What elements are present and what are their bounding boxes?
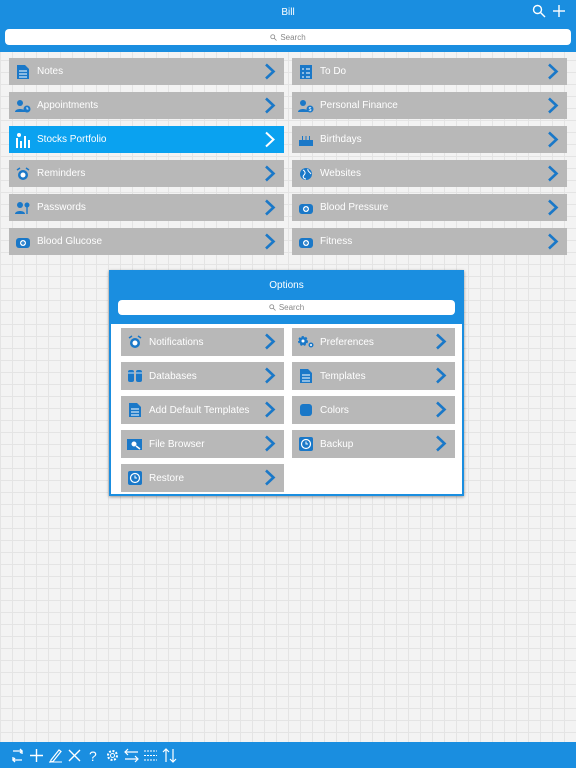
tile-blood-glucose[interactable]: [9, 228, 284, 255]
tile-label: To Do: [320, 66, 347, 77]
history-icon: [121, 470, 149, 486]
tile-backup[interactable]: [292, 430, 455, 458]
chevron-right-icon[interactable]: [547, 165, 559, 182]
tile-add-default-templates[interactable]: [121, 396, 284, 424]
tile-personal-finance[interactable]: [292, 92, 567, 119]
cake-icon: [292, 133, 320, 147]
chevron-right-icon[interactable]: [264, 63, 276, 80]
settings-icon[interactable]: [105, 748, 120, 763]
chevron-right-icon[interactable]: [435, 367, 447, 384]
globe-icon: [292, 167, 320, 181]
bottom-toolbar: [0, 742, 576, 768]
tile-reminders[interactable]: [9, 160, 284, 187]
svg-text:?: ?: [89, 747, 97, 763]
options-dialog: [109, 270, 464, 496]
tile-label: Notifications: [149, 336, 204, 348]
tile-label: Personal Finance: [320, 100, 398, 111]
tile-label: File Browser: [149, 438, 205, 450]
tile-notes[interactable]: [9, 58, 284, 85]
add-icon[interactable]: [29, 748, 44, 763]
reorder-icon[interactable]: [124, 748, 139, 763]
chevron-right-icon[interactable]: [264, 435, 276, 452]
delete-icon[interactable]: [67, 748, 82, 763]
options-grid: [121, 328, 456, 492]
edit-icon[interactable]: [48, 748, 63, 763]
search-icon: [269, 304, 276, 311]
document-icon: [121, 402, 149, 418]
person-clock-icon: [9, 99, 37, 113]
tile-file-browser[interactable]: [121, 430, 284, 458]
alarm-icon: [9, 167, 37, 181]
chevron-right-icon[interactable]: [547, 63, 559, 80]
tile-label: Preferences: [320, 336, 374, 348]
chevron-right-icon[interactable]: [547, 97, 559, 114]
tile-websites[interactable]: [292, 160, 567, 187]
options-header: [111, 272, 462, 324]
search-placeholder: Search: [278, 303, 305, 312]
folder-search-icon: [121, 437, 149, 451]
tile-label: Passwords: [37, 202, 86, 213]
document-icon: [9, 64, 37, 80]
chevron-right-icon[interactable]: [264, 469, 276, 486]
tile-label: Birthdays: [320, 134, 362, 145]
grid-icon[interactable]: [143, 748, 158, 763]
category-grid: [9, 58, 567, 255]
gears-icon: [292, 335, 320, 349]
chevron-right-icon[interactable]: [547, 199, 559, 216]
options-search-field[interactable]: [118, 300, 455, 315]
tile-label: Websites: [320, 168, 361, 179]
medical-kit-icon: [292, 201, 320, 215]
tile-stocks-portfolio[interactable]: [9, 126, 284, 153]
sync-icon[interactable]: [10, 748, 25, 763]
chevron-right-icon[interactable]: [264, 401, 276, 418]
tile-label: Stocks Portfolio: [37, 134, 107, 145]
search-field[interactable]: [5, 29, 571, 45]
tile-fitness[interactable]: [292, 228, 567, 255]
chevron-right-icon[interactable]: [264, 199, 276, 216]
tile-passwords[interactable]: [9, 194, 284, 221]
medical-kit-icon: [292, 235, 320, 249]
document-icon: [292, 368, 320, 384]
tile-preferences[interactable]: [292, 328, 455, 356]
search-placeholder: Search: [280, 32, 306, 42]
database-icon: [121, 369, 149, 383]
tile-label: Restore: [149, 472, 185, 484]
chevron-right-icon[interactable]: [435, 333, 447, 350]
color-swatch-icon: [292, 403, 320, 417]
tile-label: Fitness: [320, 236, 353, 247]
tile-notifications[interactable]: [121, 328, 284, 356]
tile-birthdays[interactable]: [292, 126, 567, 153]
tile-label: Add Default Templates: [149, 404, 250, 416]
chevron-right-icon[interactable]: [435, 435, 447, 452]
tile-to-do[interactable]: [292, 58, 567, 85]
chevron-right-icon[interactable]: [435, 401, 447, 418]
chevron-right-icon[interactable]: [547, 233, 559, 250]
chevron-right-icon[interactable]: [264, 165, 276, 182]
tile-label: Templates: [320, 370, 366, 382]
tile-label: Backup: [320, 438, 354, 450]
chevron-right-icon[interactable]: [264, 367, 276, 384]
chevron-right-icon[interactable]: [264, 131, 276, 148]
person-money-icon: [292, 99, 320, 113]
tile-colors[interactable]: [292, 396, 455, 424]
search-icon[interactable]: [532, 4, 546, 18]
medical-kit-icon: [9, 235, 37, 249]
tile-label: Databases: [149, 370, 197, 382]
tile-label: Appointments: [37, 100, 99, 111]
options-title: Options: [269, 280, 304, 291]
svg-text:$: $: [308, 106, 312, 113]
tile-restore[interactable]: [121, 464, 284, 492]
add-icon[interactable]: [552, 4, 566, 18]
search-icon: [270, 34, 277, 41]
chevron-right-icon[interactable]: [264, 97, 276, 114]
page-title: Bill: [281, 7, 295, 18]
person-key-icon: [9, 201, 37, 215]
chevron-right-icon[interactable]: [264, 333, 276, 350]
tile-appointments[interactable]: [9, 92, 284, 119]
help-icon[interactable]: [86, 748, 101, 763]
sort-icon[interactable]: [162, 748, 177, 763]
tile-databases[interactable]: [121, 362, 284, 390]
navigation-bar: [0, 0, 576, 52]
history-icon: [292, 436, 320, 452]
tile-label: Reminders: [37, 168, 86, 179]
tile-label: Notes: [37, 66, 64, 77]
tile-label: Blood Glucose: [37, 236, 103, 247]
checklist-icon: [292, 64, 320, 80]
chevron-right-icon[interactable]: [264, 233, 276, 250]
tile-templates[interactable]: [292, 362, 455, 390]
chevron-right-icon[interactable]: [547, 131, 559, 148]
bar-chart-icon: [9, 132, 37, 148]
tile-label: Colors: [320, 404, 349, 416]
tile-label: Blood Pressure: [320, 202, 389, 213]
alarm-icon: [121, 335, 149, 349]
tile-blood-pressure[interactable]: [292, 194, 567, 221]
